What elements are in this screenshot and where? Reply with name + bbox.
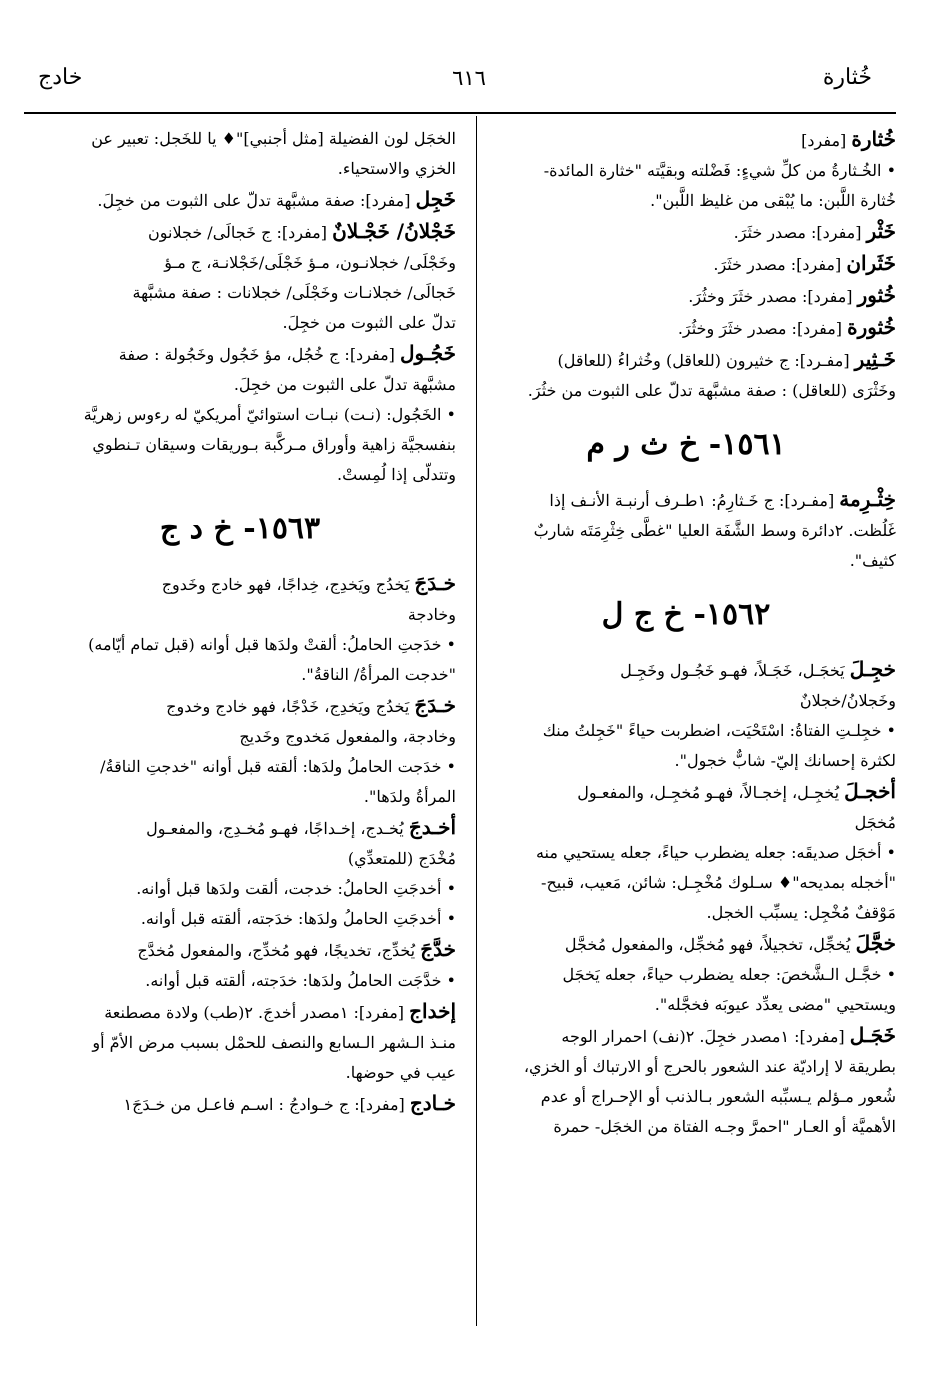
header-rule	[24, 112, 896, 114]
headword: إخداج	[409, 999, 456, 1023]
dictionary-entry: خَـثِير [مفـرد]: ج خثيرون (للعاقل) وخُثراءُ (للعاقل)	[557, 347, 896, 371]
entry-text-line: • الخَجُول: (نـت) نبـات استوائيّ أمريكيّ له رءوس زهريَّة	[83, 405, 456, 424]
entry-text-line: وخَجلانُ/خجلانٌ	[799, 691, 896, 710]
headword: خـادج	[409, 1091, 456, 1115]
headword: خُثور	[857, 283, 896, 307]
headword: خدَّجَ	[420, 937, 456, 961]
dictionary-entry: خـدَجَ يَخدُج ويَخدِج، خَدْجًا، فهو خادج وخدوج	[166, 693, 456, 717]
headword: خـدَجَ	[414, 693, 456, 717]
entry-text-line: • أخدجَتِ الحاملُ: خدجت، ألقت ولدَها قبل أوانه.	[136, 879, 456, 898]
entry-text-line: وخادجة	[407, 605, 456, 624]
headword: خَجِل	[415, 187, 456, 211]
headword: خَجَـل	[849, 1023, 896, 1047]
dictionary-entry: خَثَران [مفرد]: مصدر خثَرَ.	[713, 251, 896, 275]
dictionary-entry: خَجُـول [مفرد]: ج خُجُل، مؤ خَجُول وخَجُولة : صفة	[118, 341, 456, 365]
entry-text-line: غَلُظت. ٢دائرة وسط الشَّفَة العليا "غطَّى خِثْرِمَتَه شاربٌ	[533, 521, 896, 540]
dictionary-entry: خُثورة [مفرد]: مصدر خثَرَ وخثُرَ.	[677, 315, 896, 339]
entry-text-line: مشبَّهة تدلّ على الثبوت من خجِلَ.	[233, 375, 456, 394]
headword: أخجـلَ	[844, 779, 896, 803]
headword: خِثْـرِمة	[839, 487, 896, 511]
entry-text-line: منـذ الـشهر الـسابع والنصف للحمْل بسبب مرض الأمّ أو	[92, 1033, 456, 1052]
headword: خَجْلانُ/ خَجْـلانٌ	[332, 219, 456, 243]
entry-text-line: ويستحيي "مضى يعدِّد عيوبَه فخجَّله".	[654, 995, 896, 1014]
header-left-word: خادج	[38, 65, 83, 90]
entry-text-line: بطريقة لا إراديّة عند الشعور بالحرج أو الارتباك أو الخزي،	[523, 1057, 896, 1076]
section-heading: ١٥٦٣- خ د ج	[159, 511, 321, 546]
headword: خَثَران	[846, 251, 896, 275]
entry-text-line: وخَجْلَى/ خجلانـون، مـؤ خَجْلَى/خَجْلانـة، ج مـؤ	[164, 253, 456, 272]
entry-text-line: الخزي والاستحياء.	[337, 159, 456, 178]
dictionary-entry: خُثور [مفرد]: مصدر خثَرَ وخثُرَ.	[688, 283, 896, 307]
dictionary-entry: خُثارة [مفرد]	[801, 127, 896, 151]
entry-text-line: خَجالَى/ خجلانـات وخَجْلَى/ خجلانات : صفة مشبَّهة	[132, 283, 456, 302]
section-heading: ١٥٦١- خ ث ر م	[586, 427, 786, 462]
entry-text-line: الخجَل لون الفضيلة [مثل أجنبي]"♦ يا للخَجل: تعبير عن	[91, 129, 456, 148]
right-column	[476, 124, 896, 1142]
header-right-word: خُثارة	[822, 65, 872, 90]
entry-text-line: وخَثْرَى (للعاقل) : صفة مشبَّهة تدلّ على الثبوت من خثُرَ.	[527, 381, 896, 400]
headword: خَجُـول	[400, 341, 456, 365]
dictionary-entry: خِثْـرِمة [مفـرد]: ج خَـثارِمُ: ١طـرف أرنبـة الأنـف إذا	[549, 487, 896, 511]
dictionary-entry: خـادج [مفرد]: ج خـوادجُ : اسـم فاعـل من خـدَجَ١	[123, 1091, 456, 1115]
entry-text-line: بنفسجيَّة زاهية وأوراق مـركَّبة بـوريقات وسيقان تـنطوي	[92, 435, 456, 454]
entry-text-line: خُثارة اللَّبن: ما يُبْقى من غليظ اللَّبن".	[650, 191, 896, 210]
entry-text-line: لكثرة إحسانك إليّ- شابٌّ خجول".	[674, 751, 896, 770]
dictionary-entry: أخجـلَ يُخجِـل، إخجـالاً، فهـو مُخجِـل، والمفعـول	[577, 779, 896, 803]
dictionary-entry: خجَّلَ يُخجِّل، تخجيلاً، فهو مُخجِّل، والمفعول مُخجَّل	[564, 931, 896, 955]
entry-text-line: الأهميَّة أو العـار "احمرَّ وجـه الفتاة من الخجَل- حمرة	[553, 1117, 896, 1136]
headword: خجِـلَ	[849, 657, 896, 681]
entry-text-line: شُعور مـؤلم يـسبِّبه الشعور بـالذنب أو الإحـراج أو عدم	[540, 1087, 896, 1106]
dictionary-entry: خَجِل [مفرد]: صفة مشبَّهة تدلّ على الثبوت من خجِلَ.	[97, 187, 456, 211]
headword: خُثورة	[847, 315, 896, 339]
entry-text-line: • خجِلـتِ الفتاةُ: اسْتَحْيَت، اضطربت حياءً "خَجِلتُ منك	[542, 721, 896, 740]
page-number: ٦١٦	[452, 66, 486, 90]
entry-text-line: مُخجَل	[854, 813, 896, 832]
dictionary-entry: أخـدجَ يُخـدج، إخـداجًا، فهـو مُخـدِج، والمفعـول	[146, 815, 456, 839]
headword: خَـثِير	[854, 347, 896, 371]
dictionary-entry: خَجْلانُ/ خَجْـلانٌ [مفرد]: ج خَجالَى/ خجلانون	[147, 219, 456, 243]
entry-text-line: المرأةُ ولدَها".	[363, 787, 456, 806]
headword: أخـدجَ	[408, 815, 456, 839]
section-heading: ١٥٦٢- خ ج ل	[601, 597, 771, 632]
entry-text-line: "خدجت المرأةُ/ الناقةُ".	[301, 665, 456, 684]
entry-text-line: مَوْقفٌ مُخْجِل: يسبِّب الخجل.	[706, 903, 896, 922]
entry-text-line: كثيف".	[849, 551, 896, 570]
left-column	[24, 124, 456, 1120]
entry-text-line: وتتدلّى إذا لُمِستْ.	[337, 465, 456, 484]
dictionary-entry: إخداج [مفرد]: ١مصدر أخدجَ. ٢(طب) ولادة مصطنعة	[104, 999, 456, 1023]
dictionary-entry: خَثْر [مفرد]: مصدر خثَرَ.	[733, 219, 896, 243]
entry-text-line: • خدَّجَت الحاملُ ولدَها: خدَجته، ألقته قبل أوانه.	[145, 971, 456, 990]
entry-text-line: • الخُـثارةُ من كلِّ شيءٍ: فَضْلته وبقيَّته "خثارة المائدة-	[543, 161, 896, 180]
entry-text-line: • أخدجَتِ الحاملُ ولدَها: خدَجته، ألقته قبل أوانه.	[140, 909, 456, 928]
dictionary-entry: خدَّجَ يُخدِّج، تخديجًا، فهو مُخدِّج، والمفعول مُخدَّج	[137, 937, 456, 961]
entry-text-line: "أخجله بمديحه"♦ سـلوك مُخْجِـل: شائن، مَعيب، قبيح-	[541, 873, 896, 892]
entry-text-line: عيب في حوضها.	[345, 1063, 456, 1082]
headword: خجَّلَ	[855, 931, 896, 955]
headword: خُثارة	[851, 127, 896, 151]
entry-text-line: • خجَّـل الـشَّخصَ: جعله يضطرب حياءً، جعله يَخجَل	[562, 965, 896, 984]
entry-text-line: مُخْدَج (للمتعدِّي)	[347, 849, 456, 868]
entry-text-line: • خدَجتِ الحاملُ: ألقتْ ولدَها قبل أوانه (قبل تمام أيّامه)	[88, 635, 456, 654]
entry-text-line: وخادجة، والمفعول مَخدوج وخَديج	[239, 727, 456, 746]
entry-text-line: • خدَجت الحاملُ ولدَها: ألقته قبل أوانه "خدجتِ الناقةُ/	[100, 757, 456, 776]
dictionary-entry: خَجَـل [مفرد]: ١مصدر خجِلَ. ٢(نف) احمرار الوجه	[561, 1023, 896, 1047]
headword: خَثْر	[866, 219, 896, 243]
headword: خـدَجَ	[414, 571, 456, 595]
dictionary-entry: خجِـلَ يَخجَـل، خَجَـلاً، فهـو خَجُـول وخَجِـل	[620, 657, 896, 681]
entry-text-line: تدلّ على الثبوت من خجِلَ.	[282, 313, 456, 332]
entry-text-line: • أخجَل صديقَه: جعله يضطرب حياءً، جعله يستحيي منه	[535, 843, 896, 862]
dictionary-entry: خـدَجَ يَخدُج ويَخدِج، خِداجًا، فهو خادج وخَدوج	[161, 571, 456, 595]
